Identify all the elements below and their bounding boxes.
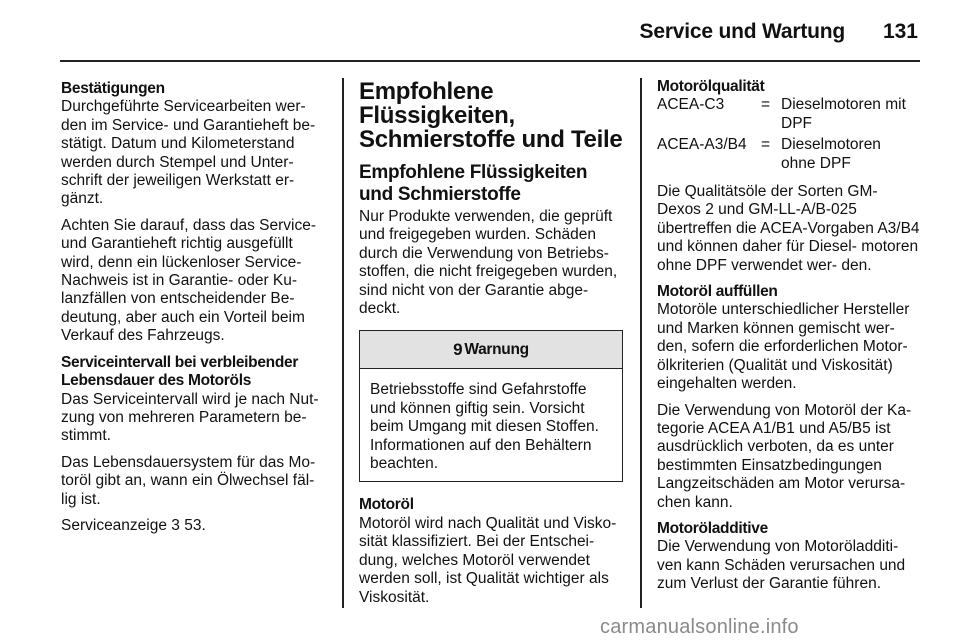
column-3 [657, 80, 920, 602]
warning-box [359, 330, 623, 482]
sub-heading: Empfohlene Flüssigkeiten und Schmierstoffe [359, 162, 588, 205]
quality-description-line: ohne DPF [781, 154, 851, 172]
warning-header [360, 331, 622, 369]
column-1 [61, 80, 325, 543]
additive-heading: Motoröladditive [657, 519, 768, 537]
interval-paragraph-2: Das Lebensdauersystem für das Mo- toröl gibt an, wann ein Ölwechsel fäl- lig ist. [61, 453, 316, 508]
oil-heading: Motoröl [359, 496, 414, 514]
page-header-title: Service und Wartung [639, 20, 845, 43]
topup-heading: Motoröl auffüllen [657, 283, 778, 301]
quality-equals: = [761, 136, 771, 154]
column-2 [359, 80, 623, 615]
confirm-paragraph-2: Achten Sie darauf, dass das Service- und Garantieheft richtig ausgefüllt wird, denn ein lückenloser Service- Nachweis ist in Garantie- oder Ku- lanzfällen von entscheidender Be- deutung, aber auch ein Vorteil beim Verkauf des Fahrzeugs. [61, 216, 317, 345]
reference-label: Serviceanzeige [61, 516, 167, 534]
topup-paragraph-1: Motoröle unterschiedlicher Hersteller und Marken können gemischt wer- den, sofern die erforderlichen Motor- ölkriterien (Qualität und Viskosität) eingehalten werden. [657, 301, 910, 393]
quality-description [781, 96, 920, 133]
page-number: 131 [882, 20, 918, 43]
topup-paragraph-2: Die Verwendung von Motoröl der Ka- tegorie ACEA A1/B1 und A5/B5 ist ausdrücklich verboten, da es unter bestimmten Einsatzbedingungen Langzeitschäden am Motor verursa- chen kann. [657, 401, 912, 511]
warning-title: Warnung [464, 340, 529, 358]
service-display-reference[interactable] [61, 517, 325, 535]
header-divider [60, 60, 920, 62]
watermark: carmanualsonline.info [600, 616, 799, 638]
warning-triangle-icon: 9 [453, 339, 463, 359]
confirm-paragraph-1: Durchgeführte Servicearbeiten wer- den im Service- und Garantieheft be- stätigt. Datum und Kilometerstand werden durch Stempel und Unter- schrift der jeweiligen Werkstatt er- gänzt. [61, 98, 316, 208]
intro-paragraph: Nur Produkte verwenden, die geprüft und freigegeben wurden. Schäden durch die Verwendung von Betriebs- stoffen, die nicht freigegeben wurden, sind nicht von der Garantie abge- deckt. [359, 208, 618, 318]
quality-description-line: Dieselmotoren mit [781, 96, 906, 114]
interval-heading: Serviceintervall bei verbleibender Lebensdauer des Motoröls [61, 353, 299, 390]
quality-code: ACEA-C3 [657, 96, 725, 114]
oil-quality-row [657, 136, 920, 173]
quality-description-line: DPF [781, 114, 812, 132]
oil-quality-row [657, 96, 920, 133]
reference-page[interactable]: 53. [184, 516, 206, 534]
oil-quality-table [657, 96, 920, 173]
quality-description [781, 136, 920, 173]
quality-equals: = [761, 96, 771, 114]
main-heading: Empfohlene Flüssigkeiten, Schmierstoffe und Teile [359, 78, 623, 153]
column-divider-1 [342, 78, 344, 608]
quality-code: ACEA-A3/B4 [657, 136, 747, 154]
column-divider-2 [640, 78, 642, 608]
oil-paragraph: Motoröl wird nach Qualität und Visko- sität klassifiziert. Bei der Entschei- dung, welches Motoröl verwendet werden soll, ist Qualität wichtiger als Viskosität. [359, 514, 617, 606]
oil-quality-heading: Motorölqualität [657, 78, 765, 95]
quality-description-line: Dieselmotoren [781, 136, 881, 154]
reference-arrow-icon: 3 [171, 516, 180, 534]
additive-paragraph: Die Verwendung von Motoröladditi- ven kann Schäden verursachen und zum Verlust der Garantie führen. [657, 538, 906, 593]
confirm-heading: Bestätigungen [61, 80, 165, 97]
warning-body [360, 369, 622, 481]
interval-paragraph-1: Das Serviceintervall wird je nach Nut- zung von mehreren Parametern be- stimmt. [61, 390, 319, 445]
quality-note: Die Qualitätsöle der Sorten GM-Dexos 2 und GM-LL-A/B-025 übertreffen die ACEA-Vorgaben A3/B4 und können daher für Diesel- motoren ohne DPF verwendet wer- den. [657, 183, 920, 274]
warning-text: Betriebsstoffe sind Gefahrstoffe und können giftig sein. Vorsicht beim Umgang mit diesen Stoffen. Informationen auf den Behältern beachten. [370, 381, 599, 473]
